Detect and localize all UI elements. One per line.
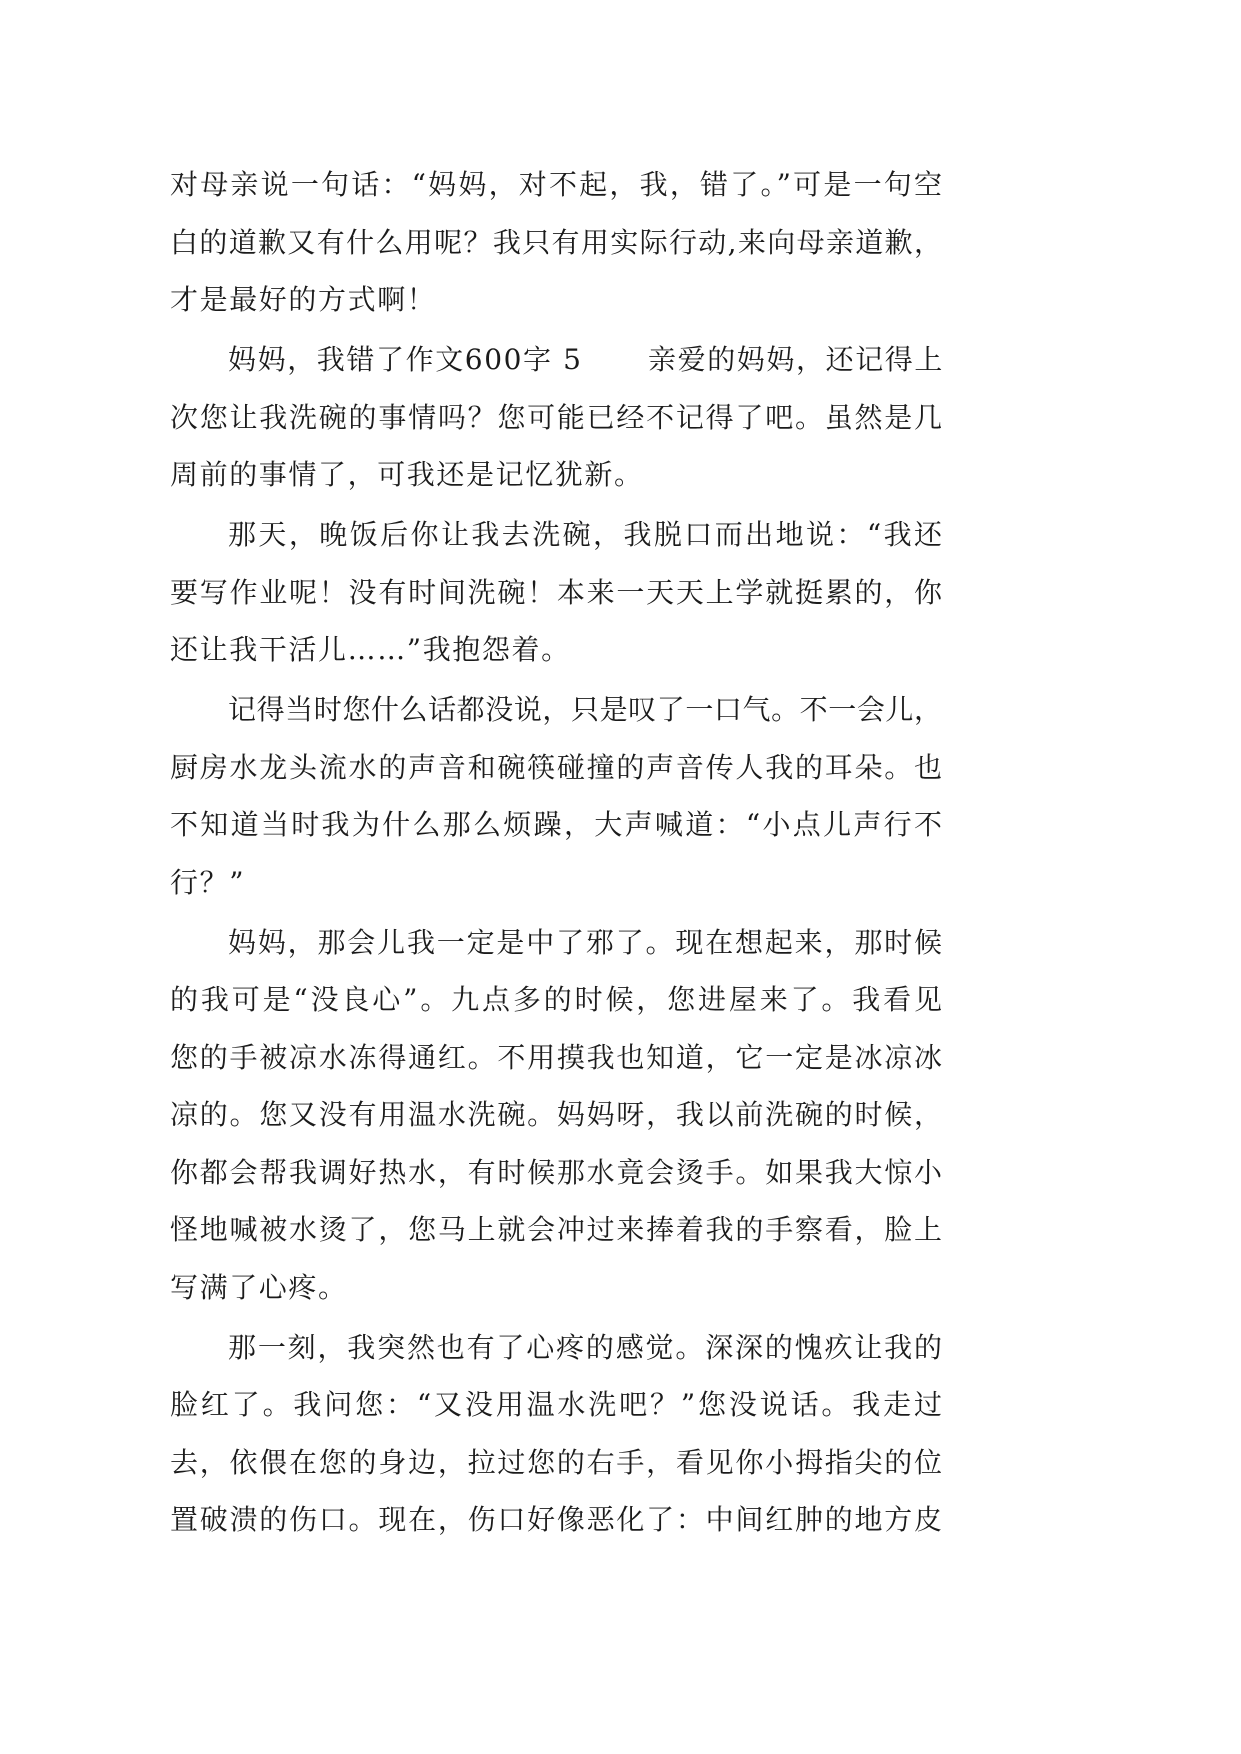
essay-heading: 妈妈，我错了作文600字 5 [228,343,583,376]
paragraph-line: 写满了心疼。 [170,1270,348,1304]
paragraph-line: 去，依偎在您的身边，拉过您的右手，看见你小拇指尖的位 [170,1445,942,1479]
paragraph [170,1319,942,1549]
paragraph-line: 那天，晚饭后你让我去洗碗，我脱口而出地说：“我还 [228,518,942,551]
paragraph-line: 不知道当时我为什么那么烦躁，大声喊道：“小点儿声行不 [170,808,942,841]
paragraph-line: 对母亲说一句话：“妈妈，对不起，我，错了。”可是一句空 [170,168,942,201]
paragraph-line: 怪地喊被水烫了，您马上就会冲过来捧着我的手察看，脸上 [170,1213,942,1246]
paragraph [170,681,942,911]
paragraph [170,331,945,504]
paragraph-line: 次您让我洗碗的事情吗？您可能已经不记得了吧。虽然是几 [170,400,942,434]
paragraph-line: 要写作业呢！没有时间洗碗！本来一天天上学就挺累的，你 [170,575,942,609]
paragraph-line: 行？” [170,865,246,899]
paragraph [170,506,942,679]
paragraph-line: 的我可是“没良心”。九点多的时候，您进屋来了。我看见 [170,983,942,1016]
paragraph-line: 您的手被凉水冻得通红。不用摸我也知道，它一定是冰凉冰 [170,1040,942,1074]
paragraph-line: 还让我干活儿……”我抱怨着。 [170,633,571,666]
paragraph-line: 凉的。您又没有用温水洗碗。妈妈呀，我以前洗碗的时候， [170,1098,942,1131]
paragraph-line: 那一刻，我突然也有了心疼的感觉。深深的愧疚让我的 [228,1330,942,1364]
paragraph-line: 记得当时您什么话都没说，只是叹了一口气。不一会儿， [228,693,942,726]
paragraph-line: 白的道歉又有什么用呢？我只有用实际行动,来向母亲道歉， [170,225,942,259]
paragraph-line: 妈妈，那会儿我一定是中了邪了。现在想起来，那时候 [228,925,942,959]
paragraph-line: 脸红了。我问您：“又没用温水洗吧？”您没说话。我走过 [170,1388,942,1421]
paragraph-line: 厨房水龙头流水的声音和碗筷碰撞的声音传人我的耳朵。也 [170,750,942,784]
paragraph-first-line [170,331,945,389]
document-body [170,156,945,1549]
paragraph [170,156,942,329]
paragraph-line: 周前的事情了，可我还是记忆犹新。 [170,458,644,491]
paragraph [170,914,942,1317]
paragraph-line: 置破溃的伤口。现在，伤口好像恶化了：中间红肿的地方皮 [170,1503,942,1536]
paragraph-line: 亲爱的妈妈，还记得上 [648,343,945,376]
paragraph-line: 你都会帮我调好热水，有时候那水竟会烫手。如果我大惊小 [170,1155,942,1189]
paragraph-line: 才是最好的方式啊！ [170,283,437,316]
